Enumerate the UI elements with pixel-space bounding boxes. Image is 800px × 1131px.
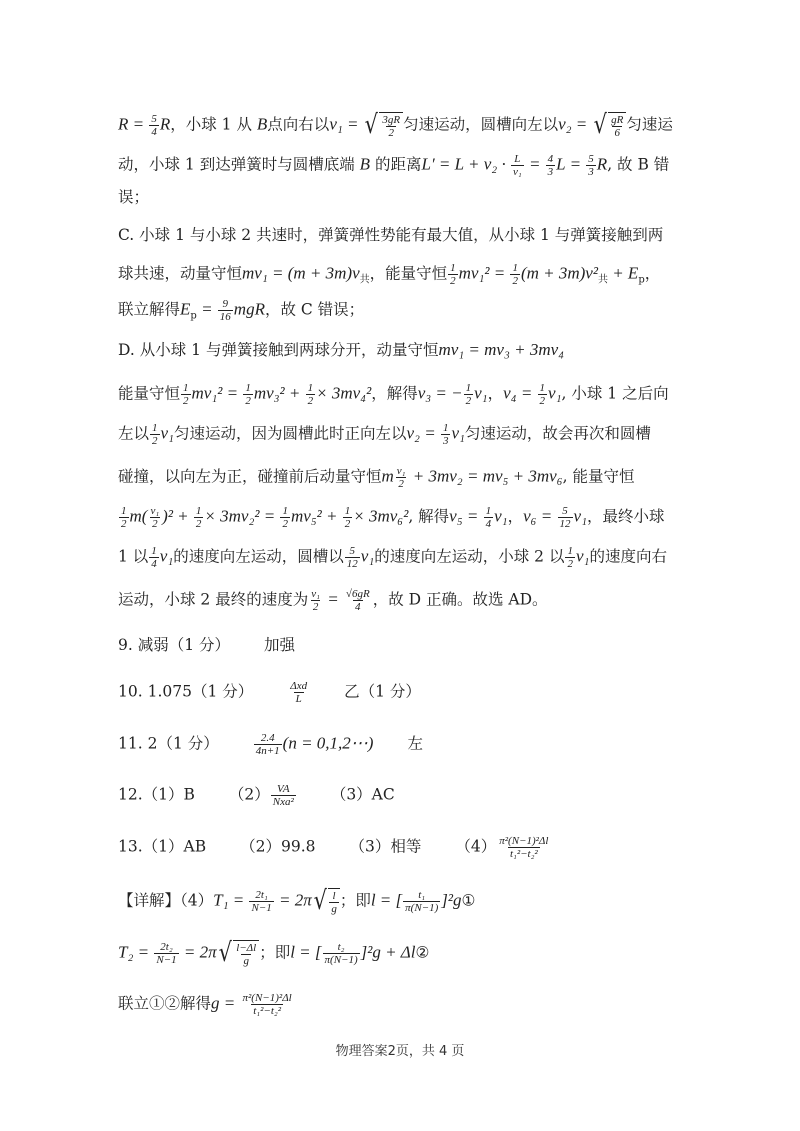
numerator: t₂	[337, 941, 345, 953]
text-run: ，	[507, 507, 524, 526]
denominator: g	[243, 955, 249, 967]
denominator: Nxa²	[272, 796, 294, 808]
math-run: =	[196, 299, 217, 319]
numerator: 1	[442, 422, 449, 434]
math-run: (m + 3m)v²	[520, 263, 598, 283]
numerator: 1	[512, 262, 518, 274]
math-run: ]²g	[441, 890, 462, 910]
denominator: t₁²−t₂²	[509, 848, 538, 860]
radicand	[379, 112, 403, 139]
denominator: 4	[355, 601, 361, 613]
text-line	[118, 835, 698, 860]
math-run: = 2π	[179, 942, 217, 962]
denominator: 12	[559, 518, 571, 530]
fraction	[586, 153, 596, 178]
text-run: ，小球 1 从	[170, 115, 257, 134]
radical-sign-icon: √	[313, 886, 327, 916]
math-run: L =	[556, 154, 586, 174]
text-line	[118, 635, 698, 655]
denominator: 3	[442, 435, 449, 447]
math-run: )² +	[162, 506, 193, 526]
math-run: + E	[607, 263, 639, 283]
numerator: π²(N−1)²Δl	[499, 835, 549, 847]
page-footer: 物理答案2页，共 4 页	[335, 1044, 465, 1059]
fraction	[538, 382, 548, 407]
math-run: R	[596, 154, 608, 174]
text-run: ①	[461, 891, 476, 910]
denominator: 3	[588, 166, 594, 178]
text-run: 乙（1 分）	[344, 682, 421, 701]
math-run: v₁	[573, 506, 587, 526]
denominator: 2	[388, 127, 394, 139]
math-run: R	[159, 114, 171, 134]
text-line	[118, 298, 698, 327]
fraction	[309, 588, 322, 613]
numerator: 1	[195, 505, 202, 517]
numerator: Δxd	[290, 680, 308, 692]
fraction	[344, 588, 372, 613]
fraction	[280, 505, 290, 530]
denominator: 2	[183, 395, 189, 407]
text-run: （4）	[455, 837, 497, 856]
denominator: 16	[219, 311, 231, 323]
text-run: , 解得	[408, 507, 450, 526]
text-run: 球共速，动量守恒	[118, 264, 243, 283]
math-run: L′ = L + v₂ ·	[421, 154, 510, 174]
numerator: 1	[245, 382, 251, 394]
denominator: π(N−1)	[324, 954, 358, 966]
denominator: 2	[567, 558, 573, 570]
denominator: 2	[398, 478, 404, 490]
fraction	[441, 422, 451, 447]
text-line	[118, 225, 698, 245]
square-root	[592, 112, 627, 139]
math-run: mv₃² +	[253, 383, 305, 403]
text-run: D. 从小球 1 与弹簧接触到两球分开，动量守恒	[118, 341, 439, 359]
text-run: 【详解】（4）	[118, 891, 214, 910]
fraction	[149, 113, 159, 138]
fraction	[323, 941, 360, 966]
text-run: C. 小球 1 与小球 2 共速时，弹簧弹性势能有最大值，从小球 1 与弹簧接触到两	[118, 226, 664, 244]
square-root	[312, 888, 340, 915]
text-run: 匀速运动，故会再次和圆槽	[464, 424, 651, 443]
math-run: B	[256, 114, 268, 134]
math-run: v₂ =	[406, 423, 440, 443]
text-run: 运动，小球 2 最终的速度为	[118, 590, 309, 609]
math-run: l = [	[290, 942, 322, 962]
numerator: 1	[465, 382, 472, 394]
fraction	[243, 382, 253, 407]
fraction	[181, 382, 191, 407]
text-line	[118, 382, 698, 407]
text-run: 左	[407, 734, 423, 753]
numerator: 1	[307, 382, 314, 394]
denominator: 2	[195, 518, 202, 530]
text-run: 匀速运动，圆槽向左以	[403, 115, 559, 134]
text-run: ，	[487, 384, 504, 403]
denominator: L	[295, 693, 302, 705]
math-run: + 3mv₂ = mv₅ + 3mv₆	[408, 466, 563, 486]
numerator: √6gR	[345, 588, 370, 600]
text-run: , 小球 1 之后向	[561, 384, 669, 403]
fraction	[288, 680, 309, 705]
numerator: 1	[151, 545, 157, 557]
text-line	[118, 422, 698, 447]
fraction	[345, 545, 360, 570]
text-run: 碰撞，以向左为正，碰撞前后动量守恒	[118, 467, 382, 486]
text-run: 加强	[264, 636, 296, 654]
numerator: VA	[276, 783, 290, 795]
math-run: v₁	[474, 383, 488, 403]
radicand	[328, 888, 340, 915]
text-line	[118, 112, 698, 139]
text-line	[118, 153, 698, 178]
math-subscript: p	[190, 310, 197, 322]
denominator: 2	[307, 395, 314, 407]
fraction	[464, 382, 474, 407]
fraction	[497, 835, 550, 860]
math-run: v₄ =	[503, 383, 537, 403]
text-run: 10. 1.075（1 分）	[118, 682, 254, 701]
text-run: 的距离	[370, 155, 422, 174]
text-run: 误；	[118, 188, 150, 206]
denominator: 2	[245, 395, 251, 407]
numerator: π²(N−1)²Δl	[242, 992, 292, 1004]
fraction	[154, 941, 178, 966]
numerator: 2t₁	[255, 889, 268, 901]
denominator: 4	[485, 518, 492, 530]
fraction	[254, 732, 282, 757]
numerator: 1	[152, 422, 158, 434]
text-run: 左以	[118, 424, 150, 443]
denominator: 2	[465, 395, 472, 407]
numerator: L	[514, 153, 521, 165]
radical-sign-icon: √	[218, 938, 232, 968]
math-run: B	[359, 154, 371, 174]
text-run: , 能量守恒	[562, 467, 635, 486]
text-run: 动，小球 1 到达弹簧时与圆槽底端	[118, 155, 360, 174]
text-run: ；即	[259, 943, 291, 962]
text-run: 匀速运	[626, 115, 673, 134]
denominator: N−1	[251, 902, 272, 914]
text-run: 的速度向左运动，小球 2 以	[374, 547, 565, 566]
math-run: v₁ =	[329, 114, 363, 134]
text-line	[118, 588, 698, 613]
math-subscript: 共	[597, 274, 608, 286]
math-run: v₁	[160, 423, 174, 443]
fraction	[558, 505, 573, 530]
numerator: 4	[547, 153, 554, 165]
text-run: （2）99.8	[240, 837, 316, 856]
text-run: ②	[415, 943, 430, 962]
denominator: t₁²−t₂²	[253, 1005, 281, 1017]
math-run: v₂ =	[558, 114, 592, 134]
numerator: 1	[539, 382, 546, 394]
fraction	[329, 890, 339, 915]
math-run: T₁ =	[213, 890, 249, 910]
fraction	[218, 298, 233, 323]
text-run: 的速度向左运动，圆槽以	[173, 547, 344, 566]
denominator: 2	[450, 275, 456, 287]
math-run: × 3mv₂² =	[204, 506, 280, 526]
denominator: N−1	[156, 954, 177, 966]
numerator: 1	[450, 262, 456, 274]
text-run: , 故 B 错	[607, 155, 670, 174]
text-line	[118, 545, 698, 570]
math-run: v₁	[575, 546, 590, 566]
math-run: (n = 0,1,2⋯)	[282, 733, 374, 753]
fraction	[149, 545, 159, 570]
text-run: （2）	[228, 785, 270, 804]
text-run: 的速度向右	[589, 547, 667, 566]
numerator: 2.4	[260, 732, 275, 744]
denominator: 2	[512, 275, 518, 287]
fraction	[511, 153, 524, 178]
text-line	[118, 680, 698, 705]
numerator: 1	[121, 505, 127, 517]
text-run: 能量守恒	[118, 384, 181, 403]
math-run: × 3mv₆²	[353, 506, 409, 526]
math-run: v₁	[548, 383, 562, 403]
numerator: 1	[344, 505, 351, 517]
fraction	[510, 262, 520, 287]
text-run: 联立解得	[118, 300, 181, 319]
denominator: 12	[346, 558, 358, 570]
numerator: v₁	[396, 465, 406, 477]
math-run: v₁	[494, 506, 508, 526]
text-line	[118, 340, 698, 360]
text-run: 联立①②解得	[118, 994, 212, 1013]
fraction	[565, 545, 575, 570]
math-run: mv₅² +	[290, 506, 342, 526]
text-line	[118, 187, 698, 207]
denominator: π(N−1)	[405, 902, 439, 914]
radical-sign-icon: √	[593, 110, 607, 140]
text-run: 9. 减弱（1 分）	[118, 636, 231, 654]
math-run: l = [	[370, 890, 403, 910]
math-run: mv₁² =	[191, 383, 243, 403]
denominator: 4	[151, 126, 157, 138]
text-line	[118, 940, 698, 967]
math-run: m(	[129, 506, 148, 526]
fraction	[484, 505, 494, 530]
math-run: m	[381, 466, 394, 486]
fraction	[343, 505, 353, 530]
math-run: T₂ =	[118, 942, 154, 962]
math-run: v₁	[159, 546, 174, 566]
text-run: 点向右以	[267, 115, 330, 134]
text-run: 12.（1）B	[118, 785, 195, 804]
square-root	[217, 940, 260, 967]
radicand	[233, 940, 259, 967]
numerator: 1	[183, 382, 189, 394]
math-run: ]²g + Δl	[360, 942, 416, 962]
numerator: t₁	[418, 889, 426, 901]
math-run: v₆ =	[523, 506, 557, 526]
text-run: ，能量守恒	[369, 264, 448, 283]
text-run: 11. 2（1 分）	[118, 734, 219, 753]
denominator: 2	[344, 518, 351, 530]
math-subscript: 共	[359, 274, 370, 286]
text-run: （3）AC	[330, 785, 395, 804]
fraction	[380, 114, 402, 139]
math-run: mgR	[233, 299, 265, 319]
numerator: l−Δl	[236, 942, 257, 954]
text-line	[118, 888, 698, 915]
fraction	[609, 114, 625, 139]
math-run: × 3mv₄²	[316, 383, 372, 403]
denominator: 3	[547, 166, 554, 178]
math-run: v₁	[451, 423, 465, 443]
text-run: ，故 C 错误；	[264, 300, 365, 319]
math-run: =	[524, 154, 545, 174]
fraction	[271, 783, 296, 808]
fraction	[119, 505, 129, 530]
denominator: 2	[121, 518, 127, 530]
numerator: 5	[349, 545, 356, 557]
fraction	[249, 889, 273, 914]
denominator: 4	[151, 558, 157, 570]
math-subscript: p	[638, 274, 645, 286]
text-line	[118, 505, 698, 530]
radical-sign-icon: √	[364, 110, 378, 140]
fraction	[234, 942, 258, 967]
numerator: gR	[611, 114, 624, 126]
denominator: 2	[539, 395, 546, 407]
math-run: v₃ = −	[417, 383, 463, 403]
numerator: v₁	[150, 505, 160, 517]
text-run: ，	[644, 264, 661, 283]
numerator: 9	[222, 298, 229, 310]
text-run: 13.（1）AB	[118, 837, 207, 856]
radicand	[608, 112, 626, 139]
numerator: 1	[282, 505, 288, 517]
text-run: ，故 D 正确。故选 AD。	[372, 590, 548, 609]
math-run: g =	[211, 993, 240, 1013]
math-run: v₁	[360, 546, 375, 566]
numerator: 2t₂	[160, 941, 173, 953]
math-run: mv₁ = mv₃ + 3mv₄	[438, 340, 565, 359]
text-line	[118, 262, 698, 291]
text-run: （3）相等	[349, 837, 422, 856]
fraction	[403, 889, 440, 914]
fraction	[148, 505, 161, 530]
math-run: mv₁ = (m + 3m)v	[242, 263, 360, 283]
text-run: ，解得	[371, 384, 418, 403]
denominator: 6	[614, 127, 620, 139]
text-line	[118, 992, 698, 1017]
fraction	[194, 505, 204, 530]
numerator: 5	[562, 505, 568, 517]
numerator: 3gR	[382, 114, 401, 126]
text-run: ；即	[339, 891, 371, 910]
denominator: 2	[152, 518, 158, 530]
math-run: =	[322, 589, 343, 609]
text-run: 匀速运动，因为圆槽此时正向左以	[173, 424, 407, 443]
math-run: v₅ =	[449, 506, 483, 526]
fraction	[448, 262, 458, 287]
text-run: ，最终小球	[587, 507, 665, 526]
math-run: E	[180, 299, 191, 319]
numerator: 5	[151, 113, 157, 125]
denominator: g	[331, 903, 337, 915]
numerator: 5	[588, 153, 594, 165]
denominator: 2	[152, 435, 158, 447]
denominator: 2	[312, 601, 319, 613]
fraction	[306, 382, 316, 407]
fraction	[395, 465, 408, 490]
numerator: v₁	[311, 588, 320, 600]
denominator: 2	[282, 518, 288, 530]
text-line	[118, 465, 698, 490]
text-line	[118, 732, 698, 757]
fraction	[241, 992, 294, 1017]
denominator: v₁	[512, 166, 522, 178]
fraction	[150, 422, 160, 447]
square-root	[363, 112, 403, 139]
numerator: 1	[567, 545, 573, 557]
numerator: 1	[485, 505, 492, 517]
fraction	[546, 153, 556, 178]
math-run: = 2π	[274, 890, 312, 910]
math-run: R =	[118, 114, 149, 134]
text-run: 1 以	[118, 547, 149, 566]
numerator: l	[332, 890, 336, 902]
text-line	[118, 783, 698, 808]
math-run: mv₁² =	[458, 263, 510, 283]
denominator: 4n+1	[255, 745, 280, 757]
